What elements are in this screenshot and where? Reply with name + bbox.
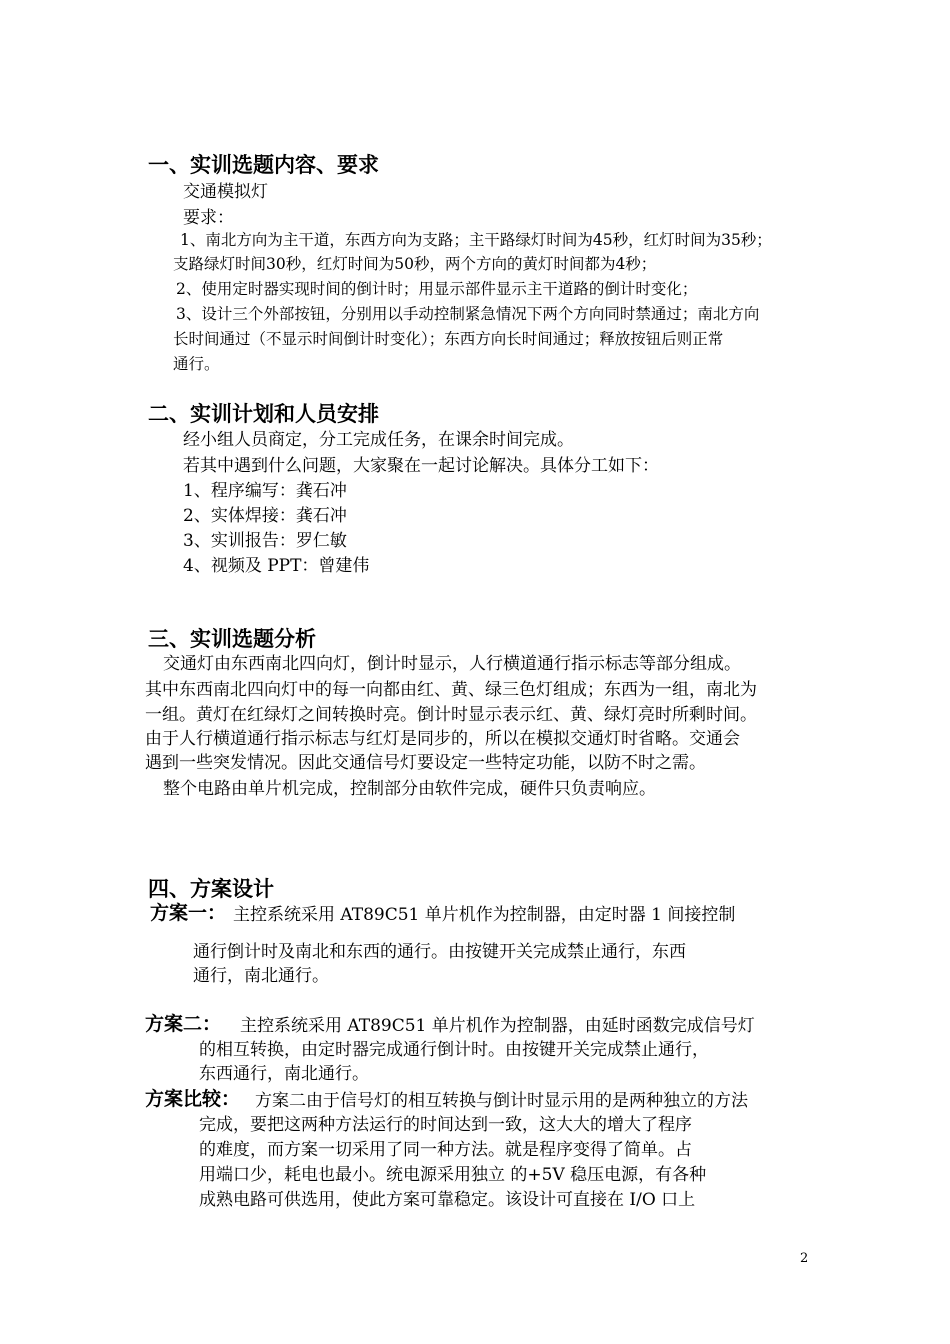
plan1-label: 方案一： xyxy=(150,902,227,924)
section2-item: 2、实体焊接：龚石冲 xyxy=(183,506,347,526)
comparison-line4: 用端口少，耗电也最小。统电源采用独立 的+5V 稳压电源，有各种 xyxy=(199,1165,707,1185)
comparison-line3: 的难度，而方案一切采用了同一种方法。就是程序变得了简单。占 xyxy=(199,1140,692,1160)
plan1-line3: 通行，南北通行。 xyxy=(193,966,329,986)
section2-p1: 经小组人员商定，分工完成任务，在课余时间完成。 xyxy=(183,430,574,450)
section1-req3-line1: 3、设计三个外部按钮，分别用以手动控制紧急情况下两个方向同时禁通过；南北方向 xyxy=(176,305,760,323)
section1-req2: 2、使用定时器实现时间的倒计时；用显示部件显示主干道路的倒计时变化； xyxy=(176,280,698,298)
plan1-line1: 主控系统采用 AT89C51 单片机作为控制器，由定时器 1 间接控制 xyxy=(233,905,736,925)
section2-item: 3、实训报告：罗仁敏 xyxy=(183,531,347,551)
section1-req3-line3: 通行。 xyxy=(173,355,220,373)
section3-line: 其中东西南北四向灯中的每一向都由红、黄、绿三色灯组成；东西为一组，南北为 xyxy=(145,680,757,700)
plan1-line2: 通行倒计时及南北和东西的通行。由按键开关完成禁止通行，东西 xyxy=(193,942,686,962)
section3-line: 一组。黄灯在红绿灯之间转换时亮。倒计时显示表示红、黄、绿灯亮时所剩时间。 xyxy=(145,705,757,725)
section2-item: 1、程序编写：龚石冲 xyxy=(183,481,347,501)
section3-line: 交通灯由东西南北四向灯，倒计时显示，人行横道通行指示标志等部分组成。 xyxy=(163,654,741,674)
page-number: 2 xyxy=(800,1251,809,1266)
comparison-label: 方案比较： xyxy=(145,1088,241,1110)
section2-p2: 若其中遇到什么问题，大家聚在一起讨论解决。具体分工如下： xyxy=(183,456,659,476)
section2-item: 4、视频及 PPT：曾建伟 xyxy=(183,556,370,576)
plan2-label: 方案二： xyxy=(145,1013,222,1035)
section1-req1-line1: 1、南北方向为主干道，东西方向为支路；主干路绿灯时间为45秒，红灯时间为35秒； xyxy=(180,231,772,249)
plan2-line2: 的相互转换，由定时器完成通行倒计时。由按键开关完成禁止通行， xyxy=(199,1040,709,1060)
section3-last: 整个电路由单片机完成，控制部分由软件完成，硬件只负责响应。 xyxy=(163,779,656,799)
section4-heading: 四、方案设计 xyxy=(148,877,274,901)
section1-heading: 一、实训选题内容、要求 xyxy=(148,153,379,177)
section2-heading: 二、实训计划和人员安排 xyxy=(148,402,379,426)
plan2-line3: 东西通行，南北通行。 xyxy=(199,1064,369,1084)
section1-topic: 交通模拟灯 xyxy=(183,182,268,202)
section3-line: 由于人行横道通行指示标志与红灯是同步的，所以在模拟交通灯时省略。交通会 xyxy=(145,729,740,749)
comparison-line2: 完成，要把这两种方法运行的时间达到一致，这大大的增大了程序 xyxy=(199,1115,692,1135)
section1-req3-line2: 长时间通过（不显示时间倒计时变化）；东西方向长时间通过；释放按钮后则正常 xyxy=(173,330,724,348)
section1-req-label: 要求： xyxy=(183,208,234,228)
comparison-line5: 成熟电路可供选用，使此方案可靠稳定。该设计可直接在 I/O 口上 xyxy=(199,1190,696,1210)
section3-heading: 三、实训选题分析 xyxy=(148,627,316,651)
section1-req1-line2: 支路绿灯时间30秒，红灯时间为50秒，两个方向的黄灯时间都为4秒； xyxy=(173,255,657,273)
section3-line: 遇到一些突发情况。因此交通信号灯要设定一些特定功能，以防不时之需。 xyxy=(145,753,706,773)
plan2-line1: 主控系统采用 AT89C51 单片机作为控制器，由延时函数完成信号灯 xyxy=(240,1016,755,1036)
comparison-line1: 方案二由于信号灯的相互转换与倒计时显示用的是两种独立的方法 xyxy=(255,1091,748,1111)
